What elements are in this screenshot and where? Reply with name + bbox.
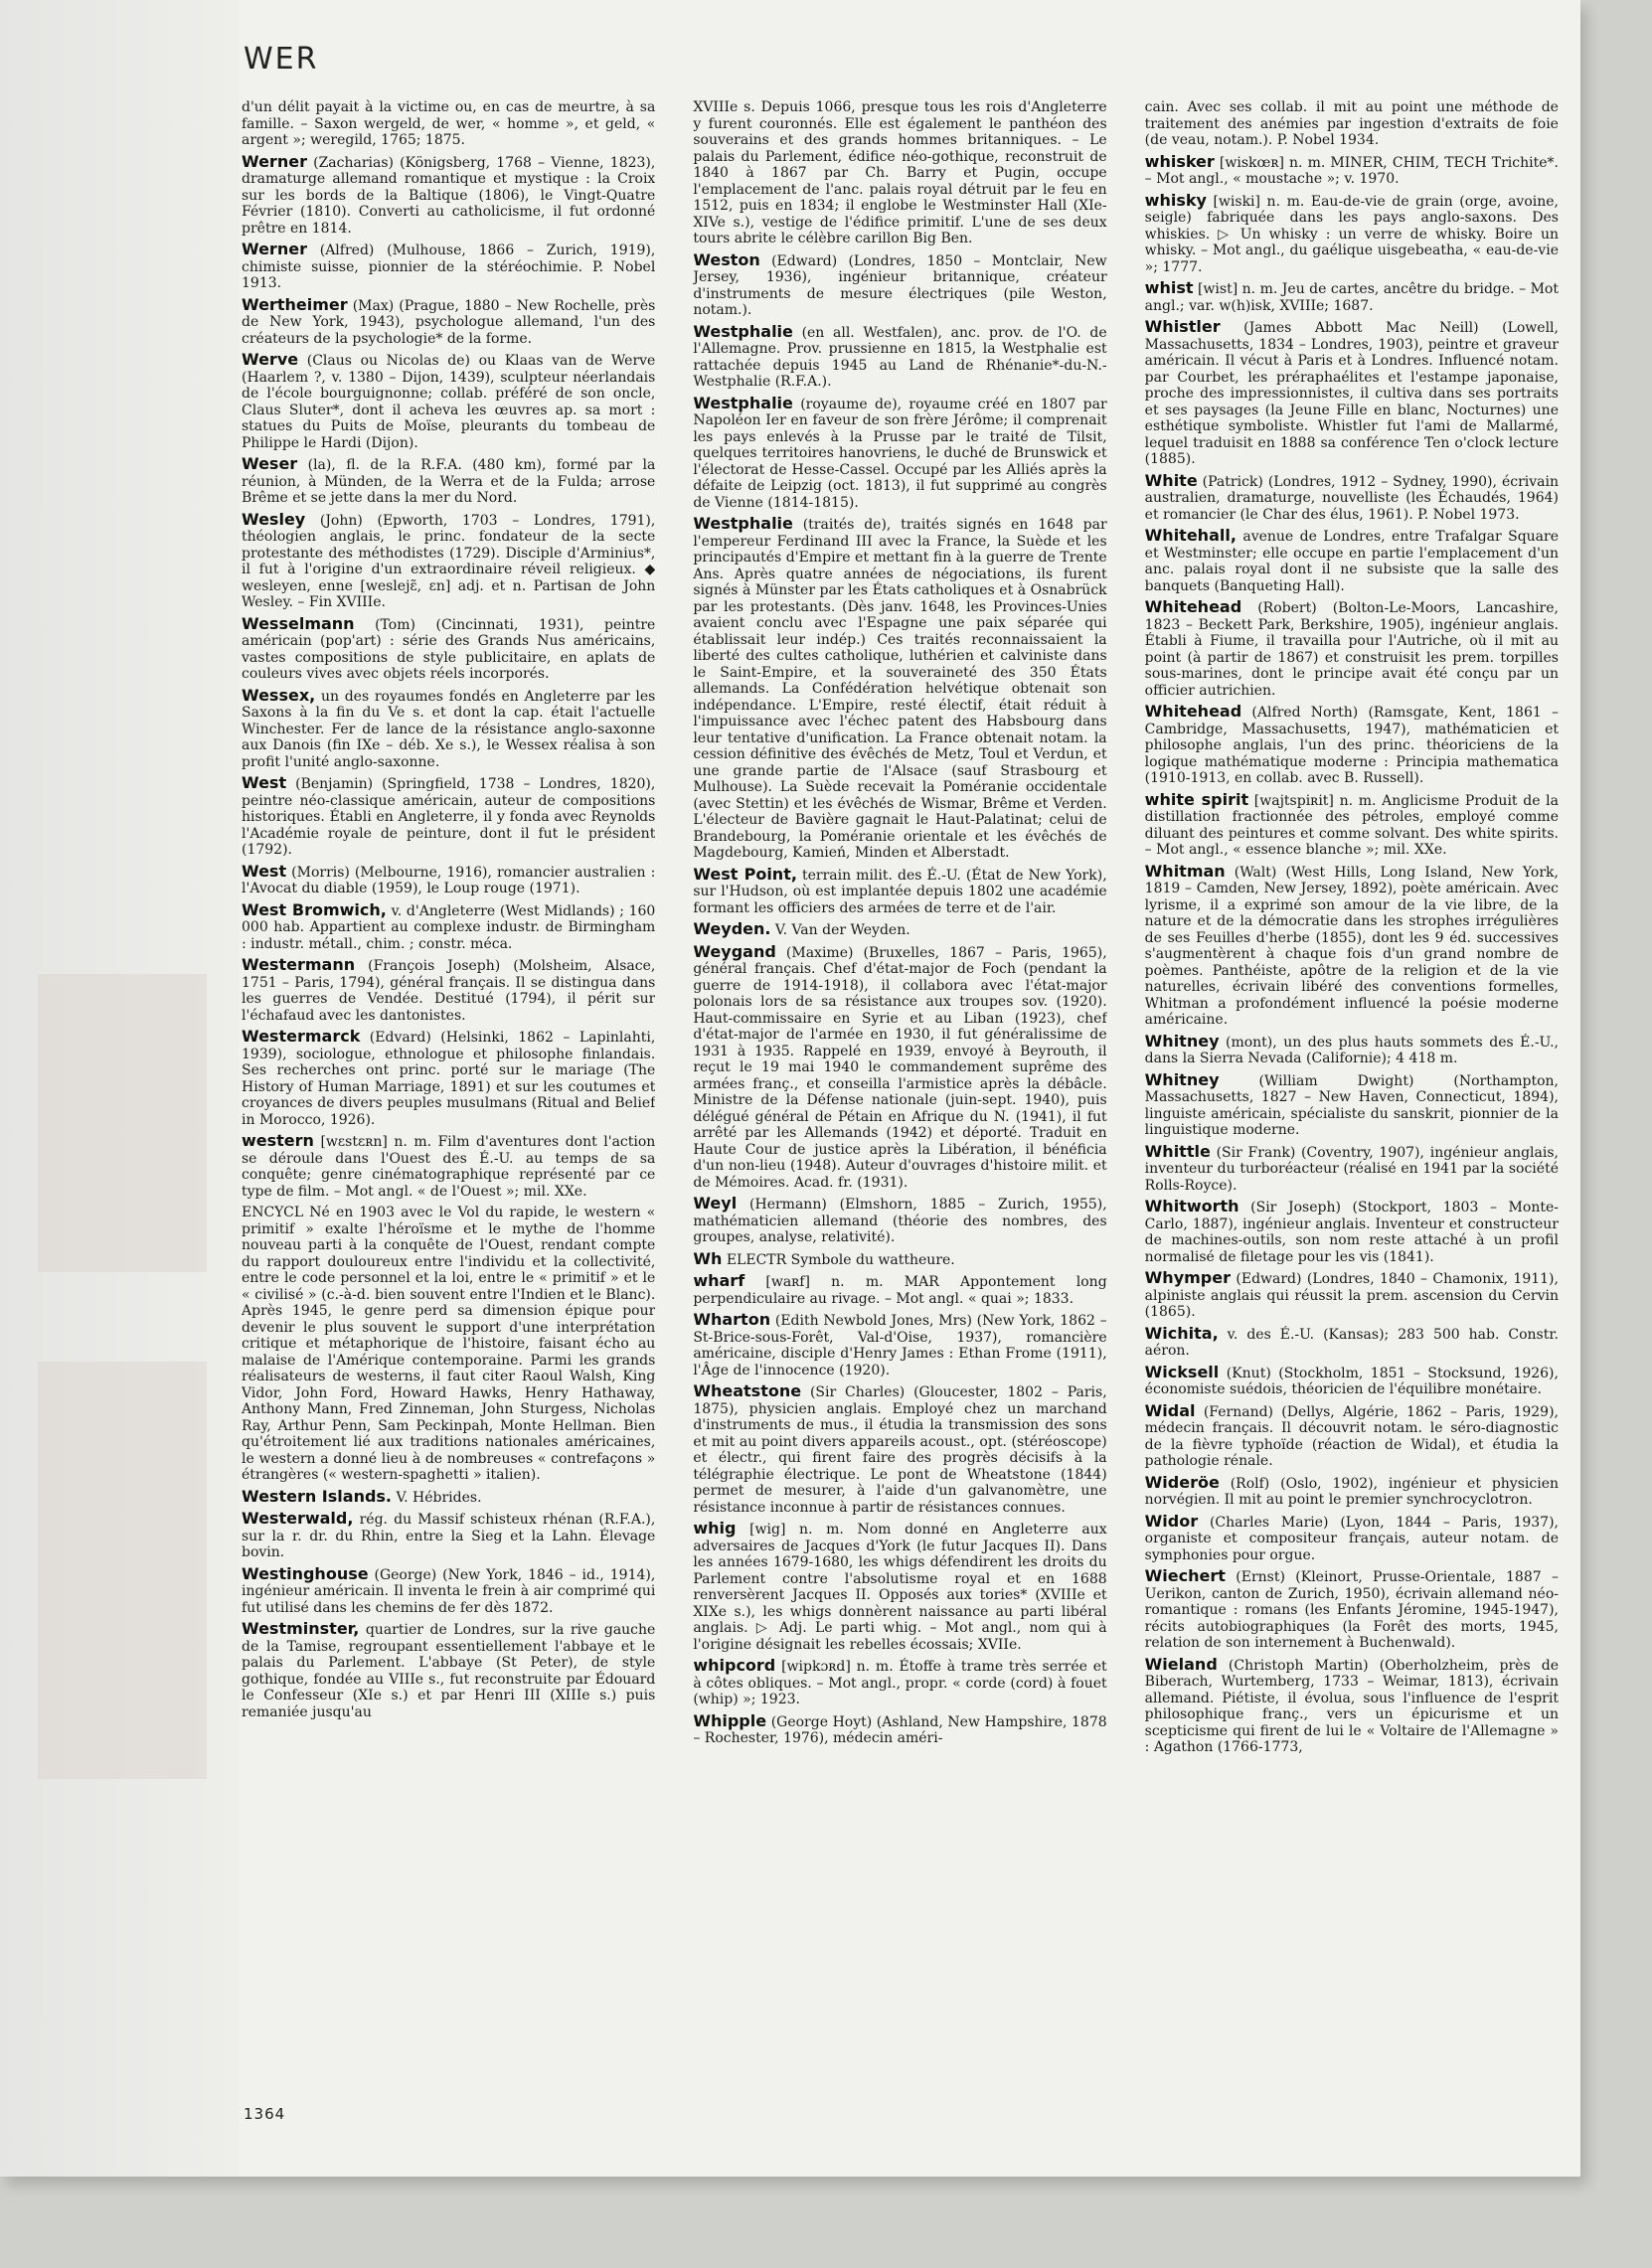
entry-text: quartier de Londres, sur la rive gauche de la Tamise, regroupant essentiellement l'abbaye et le palais du Parlement. L'abbaye (St Peter), de style gothique, fondée au VIIIe s., fut reconstruite par Édouard le Confesseur (XIe s.) et par Henri III (XIIIe s.) puis remaniée jusqu'au <box>242 1622 656 1720</box>
entry-text: (Hermann) (Elmshorn, 1885 – Zurich, 1955), mathématicien allemand (théorie des nombres, des groupes, analyse, relativité). <box>693 1197 1107 1245</box>
entry-text: ELECTR Symbole du wattheure. <box>726 1251 955 1268</box>
entry-headword: wharf <box>693 1271 745 1290</box>
entry-headword: Westphalie <box>693 321 793 341</box>
entry-text: (Ernst) (Kleinort, Prusse-Orientale, 1887 – Uerikon, canton de Zurich, 1950), écrivain allemand néo-romantique : romans (les Enfants Jéromine, 1945-1947), récits autobiographiques (la Forêt des morts, 1945, relation de son internement à Buchenwald). <box>1144 1569 1559 1651</box>
entry-text: (en all. Westfalen), anc. prov. de l'O. de l'Allemagne. Prov. prussienne en 1815, la Westphalie est rattachée depuis 1945 au Land de Rhénanie*-du-N.-Westphalie (R.F.A.). <box>693 324 1107 390</box>
entry-text: (Fernand) (Dellys, Algérie, 1862 – Paris, 1929), médecin français. Il découvrit notam. le séro-diagnostic de la fièvre typhoïde (réaction de Widal), et étudia la pathologie rénale. <box>1144 1403 1559 1469</box>
dictionary-entry <box>693 1273 1106 1307</box>
dictionary-entry <box>1144 789 1559 859</box>
entry-headword: West <box>242 773 287 792</box>
entry-text: (Edith Newbold Jones, Mrs) (New York, 1862 – St-Brice-sous-Forêt, Val-d'Oise, 1937), romancière américaine, disciple d'Henry James : Ethan Frome (1911), l'Âge de l'innocence (1920). <box>693 1313 1107 1378</box>
entry-text: (George Hoyt) (Ashland, New Hampshire, 1878 – Rochester, 1976), médecin améri- <box>693 1713 1107 1746</box>
entry-text: (royaume de), royaume créé en 1807 par Napoléon Ier en faveur de son frère Jérôme; il comprenait les pays enlevés à la Prusse par le traité de Tilsit, quelques territoires hanovriens, le duché de Brunswick et l'électorat de Hesse-Cassel. Occupé par les Alliés après la défaite de Leipzig (oct. 1813), il fut supprimé au congrès de Vienne (1814-1815). <box>693 396 1107 511</box>
entry-headword: Wieland <box>1144 1654 1218 1674</box>
entry-headword: Wheatstone <box>693 1381 802 1400</box>
show-through-image <box>38 974 207 1272</box>
entry-text: (John) (Epworth, 1703 – Londres, 1791), théologien anglais, le princ. fondateur de la secte protestante des méthodistes (1729). Disciple d'Arminius*, il fut à l'origine d'un extraordinaire réveil religieux. ◆ wesleyen, enne [weslejɛ̃, ɛn] adj. et n. Partisan de John Wesley. – Fin XVIIIe. <box>242 512 656 610</box>
entry-headword: Wh <box>693 1248 723 1268</box>
dictionary-entry <box>693 1248 1106 1269</box>
show-through-image <box>38 1362 207 1779</box>
entry-headword: West Point, <box>693 864 797 884</box>
entry-headword: whisker <box>1144 151 1215 171</box>
entry-text: (Rolf) (Oslo, 1902), ingénieur et physicien norvégien. Il mit au point le premier synchrocyclotron. <box>1144 1475 1559 1508</box>
entry-headword: White <box>1144 470 1198 490</box>
entry-text: [wiski] n. m. Eau-de-vie de grain (orge, avoine, seigle) fabriquée dans les pays anglo-saxons. Des whiskies. ▷ Un whisky : un verre de whisky. Boire un whisky. – Mot angl., du gaélique uisgebeatha, « eau-de-vie »; 1777. <box>1144 193 1559 275</box>
dictionary-entry <box>242 613 656 683</box>
entry-text: (Edward) (Londres, 1850 – Montclair, New Jersey, 1936), ingénieur britannique, créateur d'instruments de mesure électriques (pile Weston, notam.). <box>693 252 1107 318</box>
dictionary-entry <box>693 321 1107 391</box>
column-2 <box>693 99 1106 2102</box>
entry-headword: Whitehall, <box>1144 526 1237 545</box>
entry-headword: Western Islands. <box>242 1486 393 1506</box>
entry-headword: Weser <box>242 454 298 473</box>
entry-headword: West Bromwich, <box>242 899 387 919</box>
dictionary-entry <box>1144 151 1559 188</box>
dictionary-entry <box>1144 470 1559 524</box>
entry-text: XVIIIe s. Depuis 1066, presque tous les rois d'Angleterre y furent couronnés. Elle est également le panthéon des souverains et des grands hommes britanniques. – Le palais du Parlement, édifice néo-gothique, reconstruit de 1840 à 1867 par Ch. Barry et Pugin, occupe l'emplacement de l'anc. palais royal détruit par le feu en 1512, puis en 1834; il englobe le Westminster Hall (XIe-XIVe s.), vestige de l'édifice primitif. L'une de ses deux tours abrite le célèbre carillon Big Ben. <box>693 99 1107 246</box>
entry-headword: Wesley <box>242 509 306 529</box>
dictionary-entry <box>242 509 656 611</box>
entry-headword: Weston <box>693 249 760 269</box>
entry-text: [wɛstɛʀn] n. m. Film d'aventures dont l'action se déroule dans l'Ouest des É.-U. au temps de sa conquête; genre cinématographique représenté par ce type de film. – Mot angl. « de l'Ouest »; mil. XXe. <box>242 1134 656 1200</box>
dictionary-entry <box>693 516 1106 862</box>
entry-headword: Westermarck <box>242 1027 361 1046</box>
entry-text: [wist] n. m. Jeu de cartes, ancêtre du bridge. – Mot angl.; var. w(h)isk, XVIIIe; 1687. <box>1144 281 1559 314</box>
dictionary-entry <box>242 1133 655 1200</box>
entry-text: [wiskœʀ] n. m. MINER, CHIM, TECH Trichite*. – Mot angl., « moustache »; v. 1970. <box>1144 154 1559 187</box>
entry-headword: Wessex, <box>242 685 316 705</box>
dictionary-entry <box>1145 280 1559 314</box>
entry-headword: Westminster, <box>242 1619 360 1638</box>
dictionary-entry <box>1144 1400 1559 1470</box>
entry-headword: Whittle <box>1144 1141 1211 1161</box>
entry-text: d'un délit payait à la victime ou, en cas de meurtre, à sa famille. – Saxon wergeld, de wer, « homme », et geld, « argent »; weregild, 1765; 1875. <box>242 99 656 148</box>
entry-headword: Whitworth <box>1144 1197 1239 1215</box>
dictionary-entry <box>1145 599 1559 699</box>
dictionary-entry <box>693 864 1107 917</box>
dictionary-entry <box>693 1383 1106 1516</box>
entry-text: (Maxime) (Bruxelles, 1867 – Paris, 1965), général français. Chef d'état-major de Foch (pendant la guerre de 1914-1918), il collabora avec l'état-major polonais lors de sa résistance aux troupes sov. (1920). Haut-commissaire en Syrie et au Liban (1923), chef d'état-major de l'armée en 1930, il fut généralissime de 1931 à 1935. Rappelé en 1939, envoyé à Beyrouth, il reçut le 19 mai 1940 le commandement suprême des armées franç., et conseilla l'armistice après la débâcle. Ministre de la Défense nationale (juin-sept. 1940), puis délégué général de Pétain en Afrique du N. (1941), il fut arrêté par les Allemands (1942) et déporté. Traduit en Haute Cour de justice après la Libération, il bénéficia d'un non-lieu (1948). Auteur d'ouvrages d'histoire milit. et de Mémoires. Acad. fr. (1931). <box>693 944 1107 1191</box>
dictionary-entry <box>1145 528 1559 594</box>
entry-headword: white spirit <box>1144 789 1249 809</box>
entry-text: v. des É.-U. (Kansas); 283 500 hab. Constr. aéron. <box>1144 1326 1559 1359</box>
entry-headword: Wicksell <box>1144 1362 1220 1381</box>
entry-headword: Widor <box>1144 1511 1199 1531</box>
dictionary-entry <box>1144 1362 1559 1398</box>
entry-headword: Wertheimer <box>242 294 348 314</box>
entry-text: (Knut) (Stockholm, 1851 – Stocksund, 1926), économiste suédois, théoricien de l'équilibre monétaire. <box>1144 1365 1559 1397</box>
entry-headword: Whymper <box>1144 1268 1231 1287</box>
dictionary-entry <box>242 242 655 292</box>
entry-headword: Werner <box>242 240 307 258</box>
entry-text: (Claus ou Nicolas de) ou Klaas van de Werve (Haarlem ?, v. 1380 – Dijon, 1439), sculpteur néerlandais de l'école bourguignonne; collab. préféré de son oncle, Claus Sluter*, dont il acheva les œuvres ap. sa mort : statues du Puits de Moïse, pleurants du tombeau de Philippe le Hardi (Dijon). <box>242 353 656 451</box>
running-head: WER <box>244 42 319 77</box>
dictionary-entry <box>1144 1031 1559 1067</box>
entry-text: rég. du Massif schisteux rhénan (R.F.A.), sur la r. dr. du Rhin, entre la Sieg et la Lahn. Élevage bovin. <box>242 1512 656 1560</box>
entry-text: (Tom) (Cincinnati, 1931), peintre américain (pop'art) : série des Grands Nus américains, vastes compositions de style publicitaire, en aplats de couleurs vives avec objets réels incorporés. <box>242 616 656 682</box>
entry-text: [waʀf] n. m. MAR Appontement long perpendiculaire au rivage. – Mot angl. « quai »; 1833. <box>693 1274 1107 1307</box>
entry-headword: Wesselmann <box>242 613 355 633</box>
entry-text: (Sir Frank) (Coventry, 1907), ingénieur anglais, inventeur du turboréacteur (réalisé en 1941 par la société Rolls-Royce). <box>1144 1144 1559 1194</box>
dictionary-entry <box>693 249 1107 319</box>
entry-text: (Morris) (Melbourne, 1916), romancier australien : l'Avocat du diable (1959), le Loup rouge (1971). <box>242 864 656 896</box>
entry-headword: Westermann <box>242 955 356 974</box>
entry-text: (Benjamin) (Springfield, 1738 – Londres, 1820), peintre néo-classique américain, auteur de compositions historiques. Établi en Angleterre, il y fonda avec Reynolds l'Académie royale de peinture, dont il fut le président (1792). <box>242 776 656 858</box>
dictionary-entry <box>693 921 1106 939</box>
entry-headword: Whistler <box>1144 317 1221 336</box>
dictionary-entry <box>242 1029 655 1128</box>
entry-headword: whipcord <box>693 1656 776 1675</box>
entry-text: (mont), un des plus hauts sommets des É.-U., dans la Sierra Nevada (Californie); 4 418 m. <box>1144 1034 1559 1066</box>
dictionary-entry <box>693 1658 1106 1708</box>
entry-text: (Edward) (Londres, 1840 – Chamonix, 1911), alpiniste anglais qui réussit la prem. ascension du Cervin (1865). <box>1144 1271 1559 1320</box>
entry-headword: whisky <box>1144 190 1207 210</box>
dictionary-entry <box>242 151 656 238</box>
entry-text: (Walt) (West Hills, Long Island, New York, 1819 – Camden, New Jersey, 1892), poète américain. Avec lyrisme, il a exprimé son amour de la vie libre, de la nature et de la démocratie dans les strophes irrégulières de ses Feuilles d'herbe (1855), dont les 9 éd. successives s'augmentèrent à chaque fois d'un grand nombre de poèmes. Panthéiste, apôtre de la religion et de la vie naturelles, écrivain libéré des conventions formelles, Whitman a profondément influencé la poésie moderne américaine. <box>1144 864 1559 1028</box>
dictionary-entry <box>1144 1472 1559 1509</box>
dictionary-entry <box>693 99 1106 247</box>
entry-text: (George) (New York, 1846 – id., 1914), ingénieur américain. Il inventa le frein à air comprimé qui fut utilisé dans les chemins de fer dès 1872. <box>242 1566 656 1616</box>
entry-headword: Weygand <box>693 941 776 961</box>
entry-text: (Robert) (Bolton-Le-Moors, Lancashire, 1823 – Beckett Park, Berkshire, 1905), ingénieur anglais. Établi à Fiume, il travailla pour l'Autriche, où il mit au point (à partir de 1867) et construisit les prem. torpilles sous-marines, dont le principe avait été conçu par un officier autrichien. <box>1144 600 1559 699</box>
dictionary-entry <box>242 352 655 451</box>
dictionary-entry <box>693 941 1107 1192</box>
entry-text: cain. Avec ses collab. il mit au point une méthode de traitement des anémies par ingestion d'extraits de foie (de veau, notam.). P. Nobel 1934. <box>1144 99 1559 148</box>
entry-text: (traités de), traités signés en 1648 par l'empereur Ferdinand III avec la France, la Suède et les principautés d'Empire et mettant fin à la guerre de Trente Ans. Après quatre années de négociations, ils furent signés à Münster par les États catholiques et à Osnabrück par les protestants. (Dès janv. 1648, les Provinces-Unies avaient conclu avec l'Espagne une paix séparée qui établissait leur indép.) Ces traités reconnaissaient la liberté des cultes catholique, luthérien et calviniste dans le Saint-Empire, et la souveraineté des 350 États allemands. La Confédération helvétique obtenait son indépendance. L'Empire, resté électif, était réduit à l'impuissance avec l'échec patent des Habsbourg dans leur tentative d'unification. La France obtenait notam. la cession définitive des évêchés de Metz, Toul et Verdun, et une grande partie de l'Alsace (sauf Strasbourg et Mulhouse). La Suède recevait la Poméranie occidentale (avec Stettin) et les évêchés de Wismar, Brême et Verden. L'électeur de Bavière gagnait le Haut-Palatinat; celui de Brandebourg, la Poméranie orientale et les évêchés de Magdebourg, Kamień, Minden et Alberstadt. <box>693 517 1107 861</box>
dictionary-entry <box>242 1511 655 1561</box>
column-3 <box>1145 99 1559 2102</box>
entry-text: [wipkɔʀd] n. m. Étoffe à trame très serrée et à côtes obliques. – Mot angl., propr. « corde (cord) à fouet (whip) »; 1923. <box>693 1659 1107 1707</box>
entry-headword: Widal <box>1144 1400 1196 1420</box>
dictionary-entry <box>1145 319 1559 468</box>
dictionary-entry <box>242 294 656 348</box>
entry-text: (Sir Charles) (Gloucester, 1802 – Paris, 1875), physicien anglais. Employé chez un marchand d'instruments de mus., il étudia la transmission des sons et mit au point divers appareils acoust., opt. (stéréoscope) et électr., qui firent faire des progrès décisifs à la télégraphie électrique. Le pont de Wheatstone (1844) permet de mesurer, à l'aide d'un galvanomètre, une résistance inconnue à partir de résistances connues. <box>693 1384 1107 1516</box>
dictionary-entry <box>1145 99 1559 149</box>
entry-text: (Patrick) (Londres, 1912 – Sydney, 1990), écrivain australien, dramaturge, nouvelliste (les Échaudés, 1964) et romancier (le Char des élus, 1961). P. Nobel 1973. <box>1144 473 1559 523</box>
entry-text: [wig] n. m. Nom donné en Angleterre aux adversaires de Jacques d'York (le futur Jacques II). Dans les années 1679-1680, les whigs défendirent les droits du Parlement contre l'absolutisme royal et en 1688 renversèrent Jacques II. Opposés aux tories* (XVIIIe et XIXe s.), les whigs donnèrent naissance au parti libéral anglais. ▷ Adj. Le parti whig. – Mot angl., nom qui à l'origine désignait les rebelles écossais; XVIIe. <box>693 1522 1107 1653</box>
entry-text: (Edvard) (Helsinki, 1862 – Lapinlahti, 1939), sociologue, ethnologue et philosophe finlandais. Ses recherches ont princ. porté sur le mariage (The History of Human Marriage, 1891) et sur les coutumes et croyances de divers peuples musulmans (Ritual and Belief in Morocco, 1926). <box>242 1030 656 1128</box>
entry-headword: Werve <box>242 350 299 369</box>
dictionary-entry <box>1145 704 1559 787</box>
entry-headword: Whitney <box>1144 1069 1220 1089</box>
entry-text: (Alfred) (Mulhouse, 1866 – Zurich, 1919), chimiste suisse, pionnier de la stéréochimie. P. Nobel 1913. <box>242 243 656 291</box>
dictionary-entry <box>242 456 655 507</box>
entry-text: (Christoph Martin) (Oberholzheim, près de Biberach, Wurtemberg, 1733 – Weimar, 1813), écrivain allemand. Piétiste, il évolua, sous l'influence de l'esprit philosophique franç., vers un épicurisme et un scepticisme qui firent de lui le « Voltaire de l'Allemagne » : Agathon (1766-1773, <box>1144 1657 1559 1755</box>
entry-text: [wajtspiʀit] n. m. Anglicisme Produit de la distillation fractionnée des pétroles, employé comme diluant des peintures et comme solvant. Des white spirits. – Mot angl., « essence blanche »; mil. XXe. <box>1144 792 1559 858</box>
dictionary-entry <box>1144 1511 1559 1564</box>
entry-headword: Westphalie <box>693 514 793 533</box>
dictionary-entry <box>1144 1069 1559 1139</box>
entry-headword: Whitman <box>1144 861 1226 881</box>
dictionary-entry <box>242 1486 655 1507</box>
dictionary-entry <box>693 1312 1106 1378</box>
entry-text: (Alfred North) (Ramsgate, Kent, 1861 – Cambridge, Massachusetts, 1947), mathématicien et philosophe anglais, l'un des princ. théoriciens de la logique mathématique moderne : Principia mathematica (1910-1913, en collab. avec B. Russell). <box>1144 705 1559 786</box>
dictionary-entry <box>1145 1568 1559 1652</box>
entry-headword: Wharton <box>693 1310 771 1329</box>
dictionary-entry <box>693 1521 1106 1653</box>
entry-headword: Wideröe <box>1144 1472 1220 1492</box>
entry-text: (James Abbott Mac Neill) (Lowell, Massachusetts, 1834 – Londres, 1903), peintre et graveur américain. Il vécut à Paris et à Londres. Influencé notam. par Courbet, les préraphaélites et l'estampe japonaise, proche des impressionnistes, il cultiva dans ses portraits et ses paysages (la Jeune Fille en blanc, Nocturnes) une esthétique symboliste. Whistler fut l'ami de Mallarmé, lequel traduisit en 1888 sa conférence Ten o'clock lecture (1885). <box>1144 320 1559 467</box>
dictionary-entry <box>1144 1323 1559 1360</box>
entry-text: V. Van der Weyden. <box>774 922 910 938</box>
entry-headword: Westphalie <box>693 393 793 412</box>
dictionary-entry <box>242 1563 656 1617</box>
entry-text: terrain milit. des É.-U. (État de New York), sur l'Hudson, où est implantée depuis 1802 une académie formant les officiers des armées de terre et de l'air. <box>693 867 1107 916</box>
entry-text: ENCYCL Né en 1903 avec le Vol du rapide, le western « primitif » exalte l'héroïsme et le mythe de l'homme nouveau parti à la conquête de l'Ouest, rendant compte du rapport douloureux entre l'individu et la collectivité, entre le code personnel et la loi, entre le « primitif » et le « civilisé » (c.-à-d. bien souvent entre l'Indien et le Blanc). Après 1945, le genre perd sa dimension épique pour devenir le plus souvent le support d'une interprétation critique et métaphorique de l'histoire, faisant écho au malaise de l'Amérique contemporaine. Parmi les grands réalisateurs de westerns, il faut citer Raoul Walsh, King Vidor, John Ford, Howard Hawks, Henry Hathaway, Anthony Mann, Fred Zinneman, John Sturgess, Nicholas Ray, Arthur Penn, Sam Peckinpah, Monte Hellman. Bien qu'étroitement lié aux traditions nationales américaines, le western a donné lieu à de nombreuses « contrefaçons » étrangères (« western-spaghetti » italien). <box>242 1205 656 1483</box>
entry-headword: whist <box>1144 278 1194 297</box>
facing-page-edge <box>0 0 239 2177</box>
dictionary-entry <box>242 99 655 149</box>
dictionary-entry <box>242 861 656 897</box>
dictionary-entry <box>1144 190 1559 276</box>
entry-text: un des royaumes fondés en Angleterre par les Saxons à la fin du Ve s. et dont la cap. était l'actuelle Winchester. Fer de lance de la résistance anglo-saxonne aux Danois (fin IXe – déb. Xe s.), le Wessex réalisa à son profit l'unité anglo-saxonne. <box>242 688 656 770</box>
dictionary-entry <box>242 685 656 771</box>
entry-text: V. Hébrides. <box>396 1489 482 1506</box>
entry-text: (William Dwight) (Northampton, Massachusetts, 1827 – New Haven, Connecticut, 1894), linguiste américain, spécialiste du sanskrit, pionnier de la linguistique moderne. <box>1144 1072 1559 1138</box>
entry-headword: Whitney <box>1144 1031 1220 1051</box>
entry-headword: Wichita, <box>1144 1323 1219 1343</box>
dictionary-entry <box>242 899 656 953</box>
column-1 <box>242 99 655 2102</box>
dictionary-entry <box>693 1710 1107 1747</box>
entry-headword: Wiechert <box>1144 1566 1226 1585</box>
entry-headword: Westinghouse <box>242 1563 369 1583</box>
entry-text: (Sir Joseph) (Stockport, 1803 – Monte-Carlo, 1887), ingénieur anglais. Inventeur et constructeur de machines-outils, son nom reste attaché à un profil normalisé de filetage pour les vis (1841). <box>1144 1200 1559 1265</box>
dictionary-entry <box>1145 1199 1559 1265</box>
dictionary-entry <box>1144 861 1559 1029</box>
entry-headword: Weyl <box>693 1194 738 1213</box>
entry-headword: Werner <box>242 151 307 171</box>
dictionary-entry <box>1144 1141 1559 1195</box>
entry-headword: Weyden. <box>693 919 771 938</box>
entry-text: (François Joseph) (Molsheim, Alsace, 1751 – Paris, 1794), général français. Il se distingua dans les guerres de Vendée. Destitué (1794), il périt sur l'échafaud avec les dantonistes. <box>242 958 656 1024</box>
entry-headword: Whitehead <box>1144 597 1242 616</box>
entry-headword: Whipple <box>693 1710 767 1730</box>
entry-headword: Whitehead <box>1144 702 1242 721</box>
entry-text: (Charles Marie) (Lyon, 1844 – Paris, 1937), organiste et compositeur français, auteur notam. de symphonies pour orgue. <box>1144 1514 1559 1563</box>
dictionary-entry <box>693 393 1107 512</box>
entry-text: avenue de Londres, entre Trafalgar Square et Westminster; elle occupe en partie l'emplacement d'un anc. palais royal dont il ne subsiste que la salle des banquets (Banqueting Hall). <box>1144 529 1559 594</box>
entry-text: v. d'Angleterre (West Midlands) ; 160 000 hab. Appartient au complexe industr. de Birmingham : industr. métall., chim. ; constr. méca. <box>242 902 656 952</box>
dictionary-entry <box>242 957 655 1024</box>
entry-headword: western <box>242 1131 314 1150</box>
entry-headword: Westerwald, <box>242 1509 354 1528</box>
dictionary-entry <box>1145 1270 1559 1321</box>
page-number: 1364 <box>244 2105 286 2123</box>
dictionary-entry <box>242 1621 655 1720</box>
dictionary-entry <box>1144 1654 1559 1756</box>
entry-text: (Zacharias) (Königsberg, 1768 – Vienne, 1823), dramaturge allemand romantique et mystique : la Croix sur les bords de la Baltique (1806), le Vingt-Quatre Février (1810). Converti au catholicisme, il fut ordonné prêtre en 1814. <box>242 154 656 237</box>
entry-text: (la), fl. de la R.F.A. (480 km), formé par la réunion, à Münden, de la Werra et de la Fulda; arrose Brême et se jette dans la mer du Nord. <box>242 457 656 506</box>
entry-text: (Max) (Prague, 1880 – New Rochelle, près de New York, 1943), psychologue allemand, l'un des créateurs de la psychologie* de la forme. <box>242 297 656 347</box>
dictionary-entry <box>242 775 655 859</box>
dictionary-entry <box>693 1196 1106 1246</box>
entry-headword: whig <box>693 1519 737 1538</box>
entry-columns <box>242 99 1559 2102</box>
dictionary-entry <box>242 1205 655 1484</box>
entry-headword: West <box>242 861 287 881</box>
